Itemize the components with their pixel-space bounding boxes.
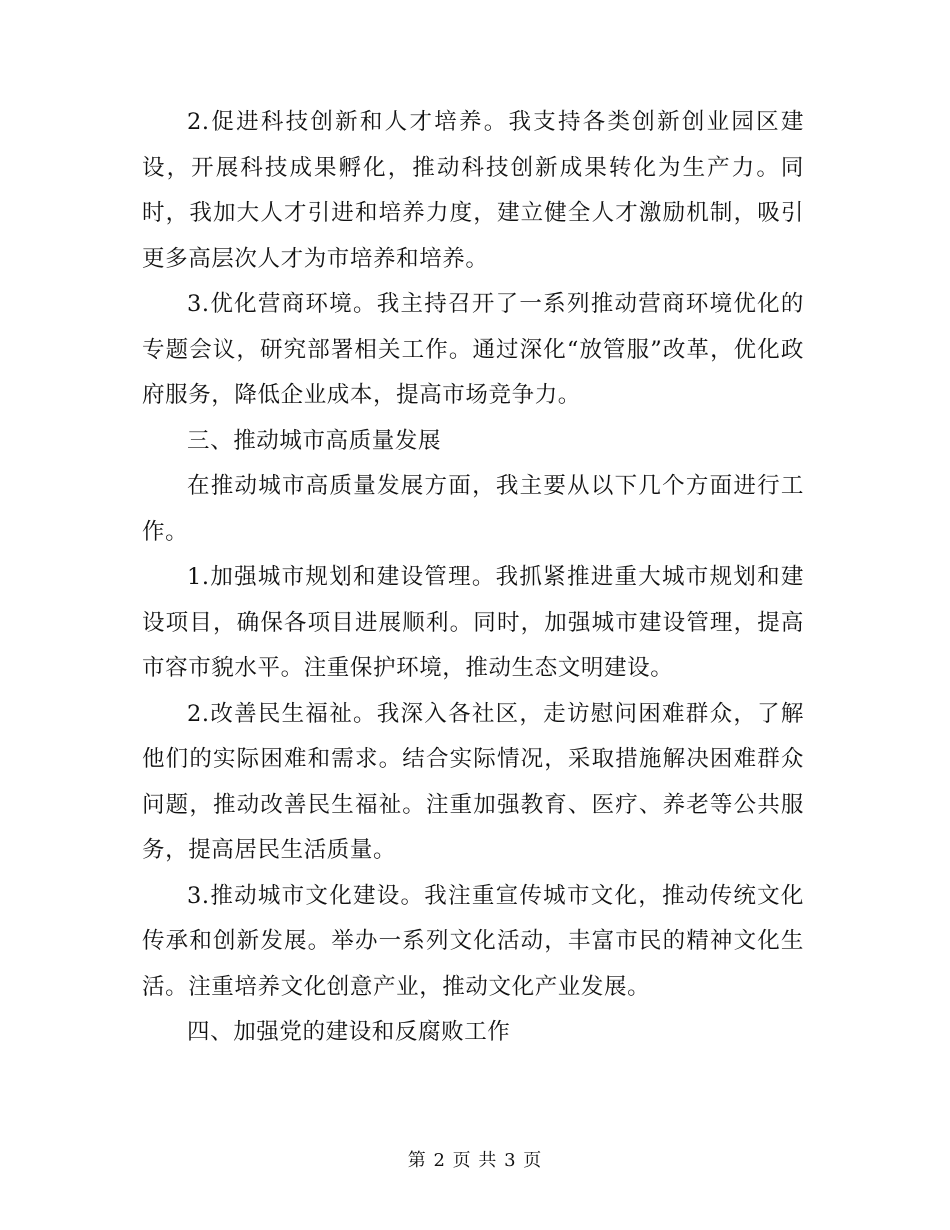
page-number-footer: 第 2 页 共 3 页 <box>407 1150 543 1171</box>
section-heading-4: 四、加强党的建设和反腐败工作 <box>187 1019 511 1045</box>
paragraph-tech-innovation: 2.促进科技创新和人才培养。我支持各类创新创业园区建设，开展科技成果孵化，推动科技创新成果转化为生产力。同时，我加大人才引进和培养力度，建立健全人才激励机制，吸引更多高层次人才为市培养和培养。 <box>142 109 804 272</box>
section-heading-3: 三、推动城市高质量发展 <box>187 427 442 454</box>
paragraph-urban-culture: 3.推动城市文化建设。我注重宣传城市文化，推动传统文化传承和创新发展。举办一系列文化活动，丰富市民的精神文化生活。注重培养文化创意产业，推动文化产业发展。 <box>142 882 804 1000</box>
paragraph-business-environment: 3.优化营商环境。我主持召开了一系列推动营商环境优化的专题会议，研究部署相关工作。通过深化“放管服”改革，优化政府服务，降低企业成本，提高市场竞争力。 <box>142 291 804 408</box>
paragraph-urban-planning: 1.加强城市规划和建设管理。我抓紧推进重大城市规划和建设项目，确保各项目进展顺利。同时，加强城市建设管理，提高市容市貌水平。注重保护环境，推动生态文明建设。 <box>142 564 804 681</box>
document-body <box>142 100 804 1056</box>
paragraph-section-3-intro: 在推动城市高质量发展方面，我主要从以下几个方面进行工作。 <box>142 473 804 545</box>
paragraph-livelihood: 2.改善民生福祉。我深入各社区，走访慰问困难群众，了解他们的实际困难和需求。结合实际情况，采取措施解决困难群众问题，推动改善民生福祉。注重加强教育、医疗、养老等公共服务，提高居民生活质量。 <box>142 700 804 863</box>
